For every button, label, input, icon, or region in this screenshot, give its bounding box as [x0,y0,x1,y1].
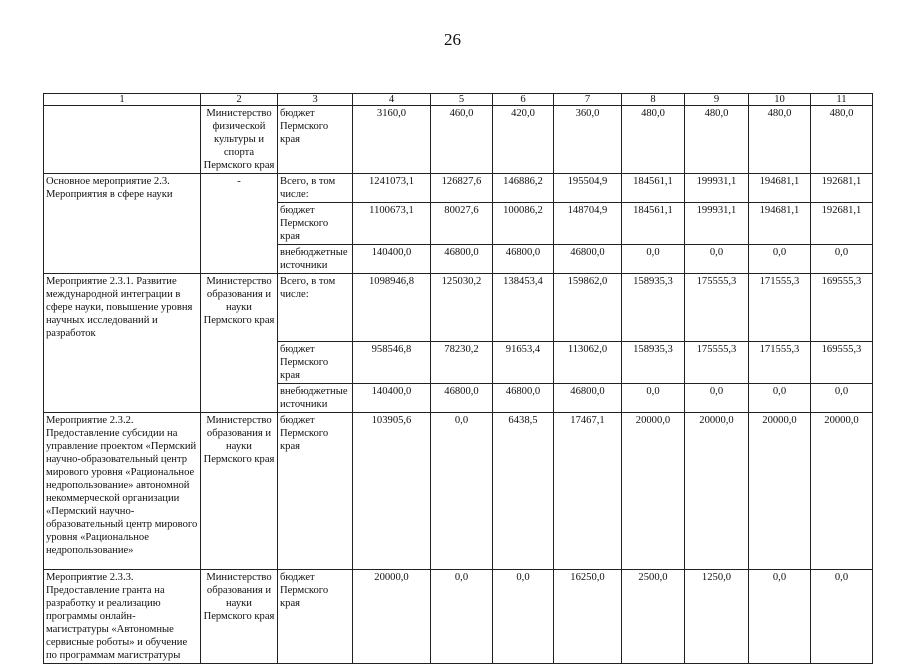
amount-cell: 169555,3 [811,341,873,383]
amount-cell: 0,0 [622,245,685,274]
amount-cell: 103905,6 [353,412,431,569]
funding-table [43,93,873,664]
column-number-1: 1 [44,94,201,106]
activity-name-cell [44,106,201,174]
amount-cell: 0,0 [811,383,873,412]
executor-cell: Министерство физической культуры и спорта Пермского края [201,106,278,174]
amount-cell: 169555,3 [811,274,873,342]
column-number-9: 9 [685,94,749,106]
amount-cell: 158935,3 [622,274,685,342]
amount-cell: 1241073,1 [353,174,431,203]
executor-cell: Министерство образования и науки Пермского края [201,274,278,342]
activity-name-cell: Основное мероприятие 2.3. Мероприятия в сфере науки [44,174,201,203]
amount-cell: 2500,0 [622,569,685,663]
amount-cell: 192681,1 [811,203,873,245]
amount-cell: 480,0 [622,106,685,174]
amount-cell: 0,0 [749,569,811,663]
table-row [44,569,873,663]
table-row [44,383,873,412]
amount-cell: 140400,0 [353,383,431,412]
amount-cell: 0,0 [749,383,811,412]
amount-cell: 958546,8 [353,341,431,383]
amount-cell: 46800,0 [554,383,622,412]
amount-cell: 480,0 [811,106,873,174]
amount-cell: 158935,3 [622,341,685,383]
amount-cell: 1250,0 [685,569,749,663]
amount-cell: 20000,0 [749,412,811,569]
amount-cell: 80027,6 [431,203,493,245]
amount-cell: 0,0 [749,245,811,274]
amount-cell: 159862,0 [554,274,622,342]
amount-cell: 125030,2 [431,274,493,342]
amount-cell: 1098946,8 [353,274,431,342]
amount-cell: 199931,1 [685,203,749,245]
funding-source-cell: внебюджетные источники [278,245,353,274]
funding-source-cell: бюджет Пермского края [278,412,353,569]
table-row [44,203,873,245]
amount-cell: 194681,1 [749,203,811,245]
column-number-7: 7 [554,94,622,106]
executor-cell: Министерство образования и науки Пермского края [201,412,278,569]
table-row [44,341,873,383]
amount-cell: 184561,1 [622,203,685,245]
amount-cell: 20000,0 [811,412,873,569]
amount-cell: 20000,0 [622,412,685,569]
activity-name-cell [44,203,201,245]
table-body [44,106,873,664]
amount-cell: 480,0 [749,106,811,174]
activity-name-cell: Мероприятие 2.3.2. Предоставление субсидии на управление проектом «Пермский научно-образовательный центр мирового уровня «Рациональное недропользование» автономной некоммерческой организации «Пермский научно-образовательный центр мирового уровня «Рациональное недропользование» [44,412,201,569]
amount-cell: 0,0 [431,412,493,569]
amount-cell: 20000,0 [685,412,749,569]
funding-source-cell: бюджет Пермского края [278,569,353,663]
amount-cell: 148704,9 [554,203,622,245]
activity-name-cell: Мероприятие 2.3.1. Развитие международной интеграции в сфере науки, повышение уровня научных исследований и разработок [44,274,201,342]
executor-cell [201,383,278,412]
activity-name-cell [44,245,201,274]
executor-cell: Министерство образования и науки Пермского края [201,569,278,663]
amount-cell: 146886,2 [493,174,554,203]
amount-cell: 46800,0 [493,383,554,412]
column-number-4: 4 [353,94,431,106]
amount-cell: 171555,3 [749,341,811,383]
executor-cell [201,341,278,383]
amount-cell: 17467,1 [554,412,622,569]
amount-cell: 3160,0 [353,106,431,174]
column-number-11: 11 [811,94,873,106]
amount-cell: 138453,4 [493,274,554,342]
column-number-10: 10 [749,94,811,106]
amount-cell: 0,0 [431,569,493,663]
column-number-3: 3 [278,94,353,106]
amount-cell: 0,0 [811,569,873,663]
column-number-row [44,94,873,106]
executor-cell [201,203,278,245]
amount-cell: 126827,6 [431,174,493,203]
column-number-6: 6 [493,94,554,106]
executor-cell [201,245,278,274]
amount-cell: 0,0 [811,245,873,274]
amount-cell: 0,0 [622,383,685,412]
amount-cell: 184561,1 [622,174,685,203]
table-row [44,412,873,569]
executor-cell: - [201,174,278,203]
amount-cell: 0,0 [685,245,749,274]
amount-cell: 46800,0 [493,245,554,274]
amount-cell: 16250,0 [554,569,622,663]
amount-cell: 0,0 [493,569,554,663]
amount-cell: 113062,0 [554,341,622,383]
funding-source-cell: бюджет Пермского края [278,203,353,245]
amount-cell: 420,0 [493,106,554,174]
amount-cell: 46800,0 [431,383,493,412]
amount-cell: 194681,1 [749,174,811,203]
amount-cell: 199931,1 [685,174,749,203]
column-number-5: 5 [431,94,493,106]
funding-source-cell: Всего, в том числе: [278,174,353,203]
amount-cell: 360,0 [554,106,622,174]
table-row [44,245,873,274]
amount-cell: 175555,3 [685,274,749,342]
amount-cell: 175555,3 [685,341,749,383]
amount-cell: 0,0 [685,383,749,412]
column-number-2: 2 [201,94,278,106]
amount-cell: 195504,9 [554,174,622,203]
amount-cell: 91653,4 [493,341,554,383]
amount-cell: 480,0 [685,106,749,174]
amount-cell: 6438,5 [493,412,554,569]
amount-cell: 1100673,1 [353,203,431,245]
activity-name-cell [44,383,201,412]
table-row [44,106,873,174]
table-row [44,274,873,342]
amount-cell: 46800,0 [554,245,622,274]
page-number: 26 [444,30,461,49]
amount-cell: 46800,0 [431,245,493,274]
table-row [44,174,873,203]
activity-name-cell [44,341,201,383]
column-number-8: 8 [622,94,685,106]
funding-source-cell: бюджет Пермского края [278,341,353,383]
amount-cell: 171555,3 [749,274,811,342]
amount-cell: 100086,2 [493,203,554,245]
amount-cell: 78230,2 [431,341,493,383]
amount-cell: 20000,0 [353,569,431,663]
funding-source-cell: внебюджетные источники [278,383,353,412]
amount-cell: 140400,0 [353,245,431,274]
amount-cell: 192681,1 [811,174,873,203]
funding-source-cell: бюджет Пермского края [278,106,353,174]
activity-name-cell: Мероприятие 2.3.3. Предоставление гранта на разработку и реализацию программы онлайн-магистратуры «Автономные сервисные роботы» и обучение по программам магистратуры [44,569,201,663]
amount-cell: 460,0 [431,106,493,174]
funding-source-cell: Всего, в том числе: [278,274,353,342]
